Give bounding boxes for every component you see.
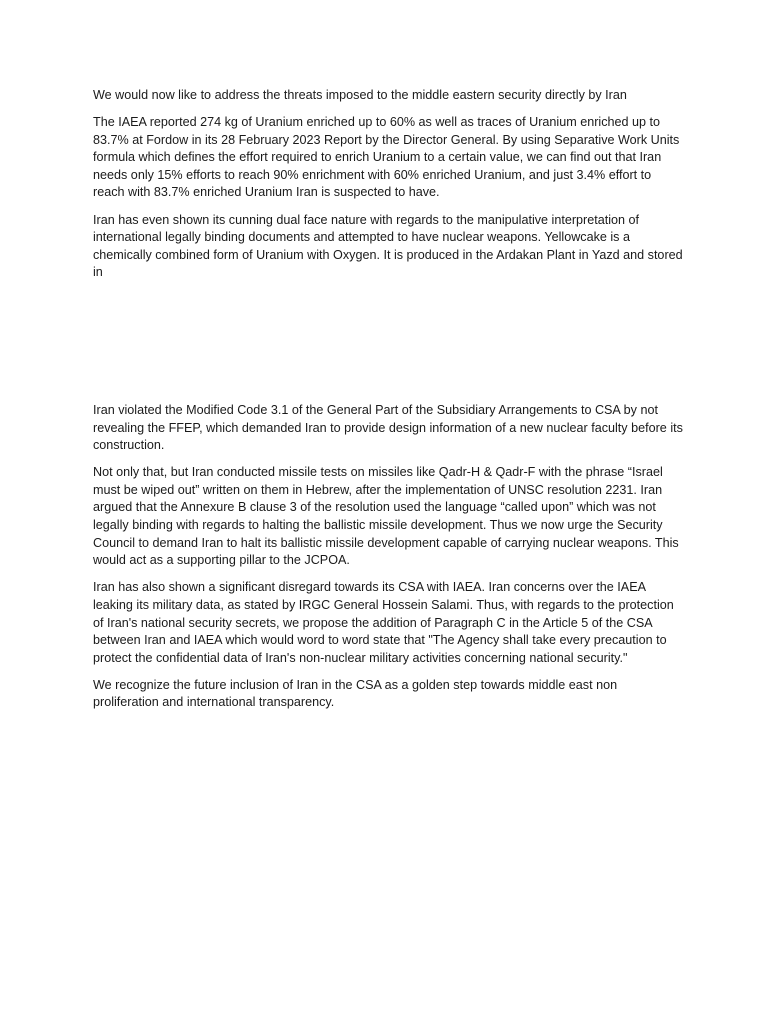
paragraph-yellowcake: Iran has even shown its cunning dual face nature with regards to the manipulative interpretation of international legally binding documents and attempted to have nuclear weapons. Yellowcake is a chemically combined form of Uranium with Oxygen. It is produced in the Ardakan Plant in Yazd and stored in <box>93 212 683 280</box>
text-block-bottom <box>93 402 683 722</box>
paragraph-missile-tests: Not only that, but Iran conducted missile tests on missiles like Qadr-H & Qadr-F with the phrase “Israel must be wiped out” written on them in Hebrew, after the implementation of UNSC resolution 2231. Iran argued that the Annexure B clause 3 of the resolution used the language “called upon” which was not legally binding with regards to halting the ballistic missile development. Thus we now urge the Security Council to demand Iran to halt its ballistic missile development capable of carrying nuclear weapons. This would act as a supporting pillar to the JCPOA. <box>93 465 679 568</box>
text-block-top <box>93 87 683 291</box>
paragraph-intro: We would now like to address the threats imposed to the middle eastern security directly by Iran <box>93 88 627 102</box>
paragraph-iaea-report: The IAEA reported 274 kg of Uranium enriched up to 60% as well as traces of Uranium enriched up to 83.7% at Fordow in its 28 February 2023 Report by the Director General. By using Separative Work Units formula which defines the effort required to enrich Uranium to a certain value, we can find out that Iran needs only 15% efforts to reach 90% enrichment with 60% enriched Uranium, and just 3.4% effort to reach with 83.7% enriched Uranium Iran is suspected to have. <box>93 115 680 200</box>
paragraph-csa-disregard: Iran has also shown a significant disregard towards its CSA with IAEA. Iran concerns over the IAEA leaking its military data, as stated by IRGC General Hossein Salami. Thus, with regards to the protection of Iran's national security secrets, we propose the addition of Paragraph C in the Article 5 of the CSA between Iran and IAEA which would word to word state that "The Agency shall take every precaution to protect the confidential data of Iran's non-nuclear military activities concerning national security." <box>93 580 674 665</box>
paragraph-conclusion: We recognize the future inclusion of Iran in the CSA as a golden step towards middle east non proliferation and international transparency. <box>93 677 618 710</box>
paragraph-ffep-violation: Iran violated the Modified Code 3.1 of the General Part of the Subsidiary Arrangements to CSA by not revealing the FFEP, which demanded Iran to provide design information of a new nuclear faculty before its construction. <box>93 403 683 453</box>
